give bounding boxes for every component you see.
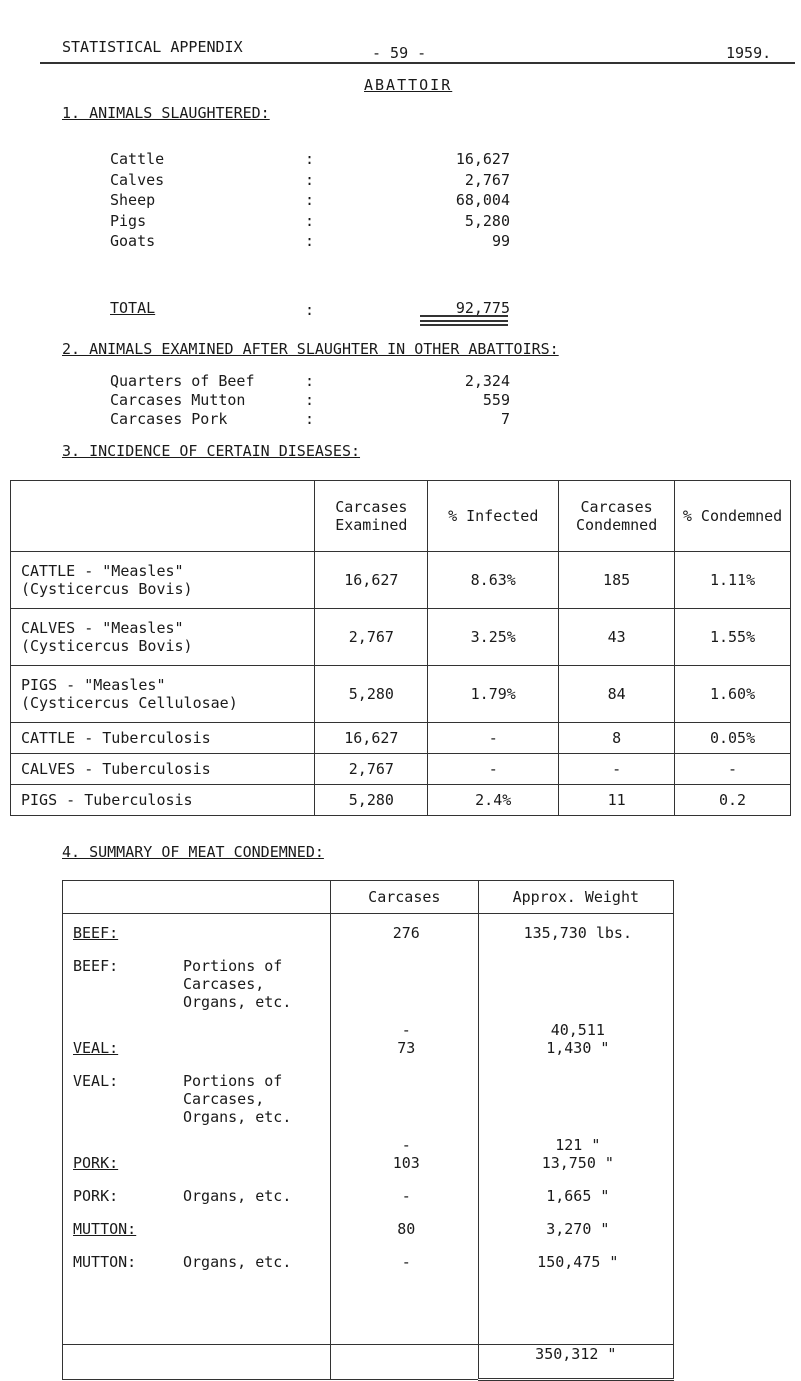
col-carcases: Carcases [330, 881, 478, 914]
item-value: 5,280 [464, 211, 510, 230]
item-label: Sheep [110, 191, 156, 209]
cell-condemned: 43 [559, 609, 675, 666]
disease-row [11, 785, 791, 816]
meat-description: Organs, etc. [183, 1187, 292, 1205]
meat-row-label [73, 957, 324, 1039]
cell-infected: 8.63% [428, 552, 559, 609]
cell-examined: 16,627 [315, 723, 428, 754]
item-colon: : [305, 372, 315, 390]
meat-weight: 13,750 " [541, 1154, 614, 1172]
meat-table-header [63, 881, 674, 914]
item-value: 559 [482, 391, 510, 409]
disease-name: CALVES - Tuberculosis [21, 760, 211, 778]
meat-carcases: - [401, 1187, 411, 1205]
meat-carcases: 73 [397, 1039, 416, 1057]
meat-description [183, 1220, 323, 1253]
disease-table [10, 480, 791, 816]
meat-weight: 1,665 " [546, 1187, 610, 1205]
item-colon: : [305, 211, 315, 230]
item-colon: : [305, 191, 315, 209]
meat-row-label [73, 1253, 324, 1286]
item-value: 68,004 [455, 191, 510, 209]
disease-organism: (Cysticercus Cellulosae) [21, 694, 238, 712]
item-label: Cattle [110, 150, 165, 168]
cell-pct: 1.55% [675, 609, 791, 666]
total-rule-bottom-1 [420, 320, 508, 322]
meat-row-label [73, 1072, 324, 1154]
cell-infected: 2.4% [428, 785, 559, 816]
cell-infected: 1.79% [428, 666, 559, 723]
meat-carcases: - [401, 1021, 411, 1039]
total-label: TOTAL [110, 299, 156, 317]
meat-weight: 135,730 lbs. [523, 924, 632, 942]
disease-row [11, 609, 791, 666]
disease-row [11, 552, 791, 609]
item-colon: : [305, 410, 315, 428]
disease-row [11, 723, 791, 754]
item-label: Quarters of Beef [110, 372, 255, 390]
col-weight: Approx. Weight [478, 881, 673, 914]
col-pct-condemned: % Condemned [675, 481, 791, 552]
cell-infected: 3.25% [428, 609, 559, 666]
section4-heading: 4. SUMMARY OF MEAT CONDEMNED: [62, 843, 324, 861]
item-label: Carcases Mutton [110, 391, 246, 409]
meat-row-label [73, 1187, 324, 1220]
cell-examined: 2,767 [315, 609, 428, 666]
total-value: 92,775 [455, 299, 510, 317]
disease-table-header [11, 481, 791, 552]
col-examined: Carcases Examined [315, 481, 428, 552]
item-value: 99 [491, 232, 510, 250]
cell-condemned: - [559, 754, 675, 785]
disease-row [11, 754, 791, 785]
meat-weight: 1,430 " [546, 1039, 610, 1057]
page-number: - 59 - [372, 44, 427, 62]
cell-infected: - [428, 754, 559, 785]
meat-total-weight: 350,312 " [478, 1345, 673, 1380]
item-label: Calves [110, 170, 165, 189]
appendix-label: STATISTICAL APPENDIX [62, 38, 243, 56]
item-label: Carcases Pork [110, 410, 228, 428]
meat-weight: 3,270 " [546, 1220, 610, 1238]
cell-infected: - [428, 723, 559, 754]
item-colon: : [305, 232, 315, 250]
meat-row-label [73, 924, 324, 957]
meat-type: MUTTON: [73, 1253, 137, 1271]
item-colon: : [305, 170, 315, 189]
section3-heading: 3. INCIDENCE OF CERTAIN DISEASES: [62, 442, 361, 460]
item-label: Goats [110, 232, 156, 250]
disease-name: CATTLE - Tuberculosis [21, 729, 211, 747]
disease-row [11, 666, 791, 723]
meat-weight: 150,475 " [537, 1253, 619, 1271]
meat-type: BEEF: [73, 957, 119, 975]
col-condemned: Carcases Condemned [559, 481, 675, 552]
cell-pct: 1.11% [675, 552, 791, 609]
meat-weight: 121 " [555, 1136, 601, 1154]
item-label: Pigs [110, 211, 147, 230]
year-label: 1959. [726, 44, 772, 62]
meat-description [183, 924, 323, 957]
meat-description [183, 1154, 323, 1187]
cell-examined: 5,280 [315, 666, 428, 723]
item-colon: : [305, 150, 315, 168]
disease-name: PIGS - Tuberculosis [21, 791, 193, 809]
cell-examined: 5,280 [315, 785, 428, 816]
meat-description [183, 1039, 323, 1072]
meat-weight: 40,511 [550, 1021, 605, 1039]
col-infected: % Infected [428, 481, 559, 552]
disease-organism: (Cysticercus Bovis) [21, 580, 193, 598]
meat-row-label [73, 1154, 324, 1187]
meat-type: PORK: [73, 1187, 119, 1205]
meat-description: Portions of Carcases, Organs, etc. [183, 1072, 292, 1126]
cell-pct: - [675, 754, 791, 785]
section1-heading: 1. ANIMALS SLAUGHTERED: [62, 104, 270, 122]
meat-table-body [63, 914, 674, 1345]
meat-row-label [73, 1039, 324, 1072]
meat-carcases: - [401, 1136, 411, 1154]
cell-condemned: 8 [559, 723, 675, 754]
meat-row-label [73, 1220, 324, 1253]
item-colon: : [305, 391, 315, 409]
meat-carcases: 276 [392, 924, 420, 942]
disease-name: CATTLE - "Measles" [21, 562, 184, 580]
meat-description: Organs, etc. [183, 1253, 292, 1271]
item-value: 7 [500, 410, 510, 428]
section2-heading: 2. ANIMALS EXAMINED AFTER SLAUGHTER IN OTHER ABATTOIRS: [62, 340, 559, 358]
meat-table-total [63, 1345, 674, 1380]
meat-description: Portions of Carcases, Organs, etc. [183, 957, 292, 1011]
meat-type: VEAL: [73, 1039, 119, 1057]
meat-carcases: 103 [392, 1154, 420, 1172]
total-rule-bottom-2 [420, 324, 508, 326]
page-title: ABATTOIR [364, 76, 453, 94]
cell-condemned: 84 [559, 666, 675, 723]
cell-examined: 2,767 [315, 754, 428, 785]
meat-type: BEEF: [73, 924, 119, 942]
disease-name: PIGS - "Measles" [21, 676, 166, 694]
meat-type: VEAL: [73, 1072, 119, 1090]
cell-pct: 0.05% [675, 723, 791, 754]
meat-type: PORK: [73, 1154, 119, 1172]
meat-carcases: 80 [397, 1220, 416, 1238]
meat-carcases: - [401, 1253, 411, 1271]
meat-condemned-table [62, 880, 674, 1381]
cell-pct: 1.60% [675, 666, 791, 723]
item-value: 2,767 [464, 170, 510, 189]
meat-type: MUTTON: [73, 1220, 137, 1238]
header-rule [40, 62, 795, 64]
cell-pct: 0.2 [675, 785, 791, 816]
total-colon: : [305, 301, 315, 319]
cell-condemned: 185 [559, 552, 675, 609]
item-value: 2,324 [464, 372, 510, 390]
disease-organism: (Cysticercus Bovis) [21, 637, 193, 655]
item-value: 16,627 [455, 150, 510, 168]
cell-examined: 16,627 [315, 552, 428, 609]
cell-condemned: 11 [559, 785, 675, 816]
disease-name: CALVES - "Measles" [21, 619, 184, 637]
